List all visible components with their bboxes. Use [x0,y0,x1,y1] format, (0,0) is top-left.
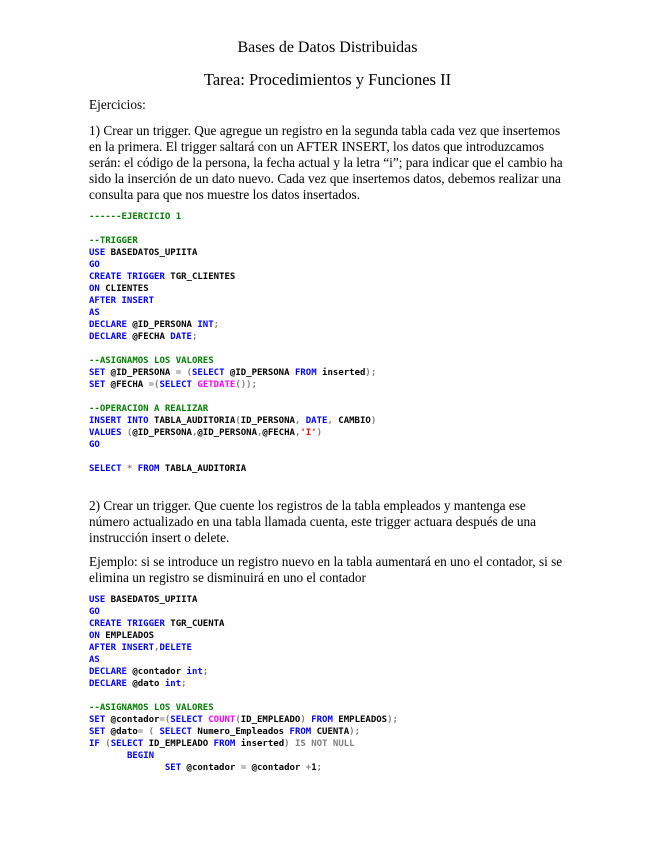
code-token: CREATE TRIGGER [89,619,165,629]
code-token: =( [148,380,160,390]
code-token: BASEDATOS_UPIITA [105,595,198,605]
code-token: SELECT [191,368,225,378]
code-token: ID_EMPLEADO [240,715,301,725]
code-token: EMPLEADOS [332,715,388,725]
exercise1-code-block [89,211,589,475]
code-token: = [240,763,247,773]
code-token: * [126,464,133,474]
code-line [89,726,589,738]
code-line [89,379,589,391]
code-token: @dato [126,679,165,689]
code-token: AFTER INSERT [89,643,155,653]
code-line [89,630,589,642]
code-token: @contador [105,715,160,725]
code-line [89,271,589,283]
document-subtitle: Tarea: Procedimientos y Funciones II [203,70,452,89]
code-token: DECLARE [89,332,127,342]
code-token: INT [197,320,214,330]
code-token: DECLARE [89,320,127,330]
code-token: CAMBIO [332,416,371,426]
code-token: SET [89,368,106,378]
code-line [89,235,589,247]
code-token: ) [370,416,377,426]
code-line [89,750,589,762]
code-token: AS [89,655,100,665]
code-token: TGR_CLIENTES [164,272,236,282]
code-line [89,283,589,295]
code-token: @FECHA [262,428,295,438]
code-line [89,259,589,271]
code-token: DATE [305,416,328,426]
code-line [89,606,589,618]
code-token: , [294,428,301,438]
code-token: @ID_PERSONA [105,368,176,378]
code-token: FROM [294,368,317,378]
code-line [89,391,589,403]
code-token: VALUES [89,428,122,438]
code-line [89,618,589,630]
code-line [89,211,589,223]
code-line [89,463,589,475]
code-line [89,594,589,606]
code-token [89,751,127,761]
code-token: ( [235,715,241,725]
code-token: USE [89,248,106,258]
code-token: 1 [311,763,317,773]
code-token: ( [105,739,111,749]
code-token: --ASIGNAMOS LOS VALORES [89,703,214,713]
code-token: SET [89,380,106,390]
code-line [89,762,589,774]
code-token: ); [365,368,377,378]
code-token: @ID_PERSONA [197,428,257,438]
code-token: SELECT [159,727,192,737]
code-token: 'I' [300,428,317,438]
code-token: , [327,416,333,426]
code-token: CREATE TRIGGER [89,272,165,282]
code-token: @contador [181,763,241,773]
code-token: FROM [311,715,333,725]
code-token: DECLARE [89,667,127,677]
code-token: SELECT [170,715,203,725]
code-token: ()); [235,380,258,390]
code-token: COUNT [208,715,236,725]
code-token: EMPLEADOS [99,631,155,641]
code-token: --ASIGNAMOS LOS VALORES [89,356,214,366]
code-token: GO [89,607,100,617]
code-token: ) [284,739,290,749]
code-line [89,295,589,307]
code-token: DATE [170,332,192,342]
code-token: DECLARE [89,679,127,689]
code-token: SET [89,715,106,725]
code-token: @ID_PERSONA [224,368,295,378]
code-token: ID_EMPLEADO [143,739,214,749]
exercise1-statement: 1) Crear un trigger. Que agregue un registro en la segunda tabla cada vez que insertemos en la primera. El trigger saltará con un AFTER INSERT, los datos que introduzcamos serán: el código de la persona, la fecha actual y la letra “i”; para indicar que el cambio ha sido la inserción de un dato nuevo. Cada vez que insertemos datos, debemos realizar una consulta para que nos muestre los datos insertados. [89,123,563,202]
code-token: @ID_PERSONA [126,320,198,330]
exercise2-statement: 2) Crear un trigger. Que cuente los registros de la tabla empleados y mantenga ese número actualizado en una tabla llamada cuenta, este trigger actuara después de una instrucción insert o delete. [89,498,537,545]
code-line [89,319,589,331]
code-line [89,642,589,654]
code-token: = [175,368,182,378]
code-token: @dato [105,727,138,737]
code-token: DELETE [159,643,192,653]
code-token: GO [89,440,100,450]
code-line [89,223,589,235]
code-token: , [294,416,301,426]
code-token: SET [164,763,182,773]
code-token: --OPERACION A REALIZAR [89,404,209,414]
code-token: ; [202,667,209,677]
code-token [89,763,165,773]
code-token: IS NOT NULL [294,739,355,749]
code-line [89,427,589,439]
code-token: ( [235,416,241,426]
code-token: FROM [213,739,236,749]
code-token: CLIENTES [99,284,149,294]
code-token: @ID_PERSONA [132,428,192,438]
code-token: ID_PERSONA [240,416,295,426]
code-line [89,331,589,343]
code-token: = [137,727,144,737]
code-token: TABLA_AUDITORIA [148,416,236,426]
code-token: , [257,428,263,438]
code-token: ); [349,727,360,737]
code-token: ON [89,631,100,641]
code-token: =( [159,715,171,725]
code-token: Numero_Empleados [191,727,290,737]
code-token: SELECT [159,380,192,390]
code-token: ) [300,715,306,725]
code-token: @contador [246,763,306,773]
code-token: SELECT [89,464,122,474]
code-token: ON [89,284,100,294]
code-token: + [305,763,312,773]
code-token: BASEDATOS_UPIITA [105,248,198,258]
code-line [89,415,589,427]
code-token: TGR_CUENTA [164,619,225,629]
code-token: CUENTA [311,727,350,737]
code-token: ( [126,428,133,438]
code-token: ; [181,679,187,689]
exercise2-code-block [89,594,589,774]
code-token: ; [316,763,323,773]
code-token: ( [148,727,155,737]
code-token: ; [191,332,198,342]
code-token: INSERT INTO [89,416,149,426]
code-token: AS [89,308,100,318]
code-line [89,247,589,259]
document-title: Bases de Datos Distribuidas [237,39,418,56]
code-token: GETDATE [197,380,236,390]
exercise2-example: Ejemplo: si se introduce un registro nuevo en la tabla aumentará en uno el contador, si se elimina un registro se disminuirá en uno el contador [89,554,563,585]
code-token: SET [89,727,106,737]
code-token: ) [316,428,323,438]
code-token: USE [89,595,106,605]
code-line [89,678,589,690]
code-token: BEGIN [126,751,155,761]
code-token: --TRIGGER [89,236,138,246]
code-token: @FECHA [126,332,171,342]
code-token: int [186,667,203,677]
code-token: ------EJERCICIO 1 [89,212,182,222]
code-line [89,367,589,379]
code-token: int [164,679,182,689]
code-token: FROM [137,464,160,474]
code-line [89,654,589,666]
code-token: AFTER INSERT [89,296,155,306]
code-token: IF [89,739,100,749]
code-line [89,439,589,451]
code-token: inserted [316,368,366,378]
code-token: @FECHA [105,380,149,390]
code-line [89,343,589,355]
code-line [89,702,589,714]
code-token: ; [213,320,220,330]
code-token: SELECT [110,739,144,749]
code-token: ( [186,368,192,378]
code-token: @contador [126,667,187,677]
code-token: inserted [235,739,285,749]
code-line [89,307,589,319]
code-line [89,666,589,678]
code-token: , [191,428,198,438]
code-token: FROM [289,727,312,737]
code-line [89,738,589,750]
code-token: GO [89,260,100,270]
code-line [89,690,589,702]
intro-text: Ejercicios: [89,97,146,112]
code-line [89,714,589,726]
code-line [89,451,589,463]
code-token: ); [387,715,398,725]
code-line [89,355,589,367]
code-token: TABLA_AUDITORIA [159,464,247,474]
code-token: , [154,643,160,653]
code-line [89,403,589,415]
